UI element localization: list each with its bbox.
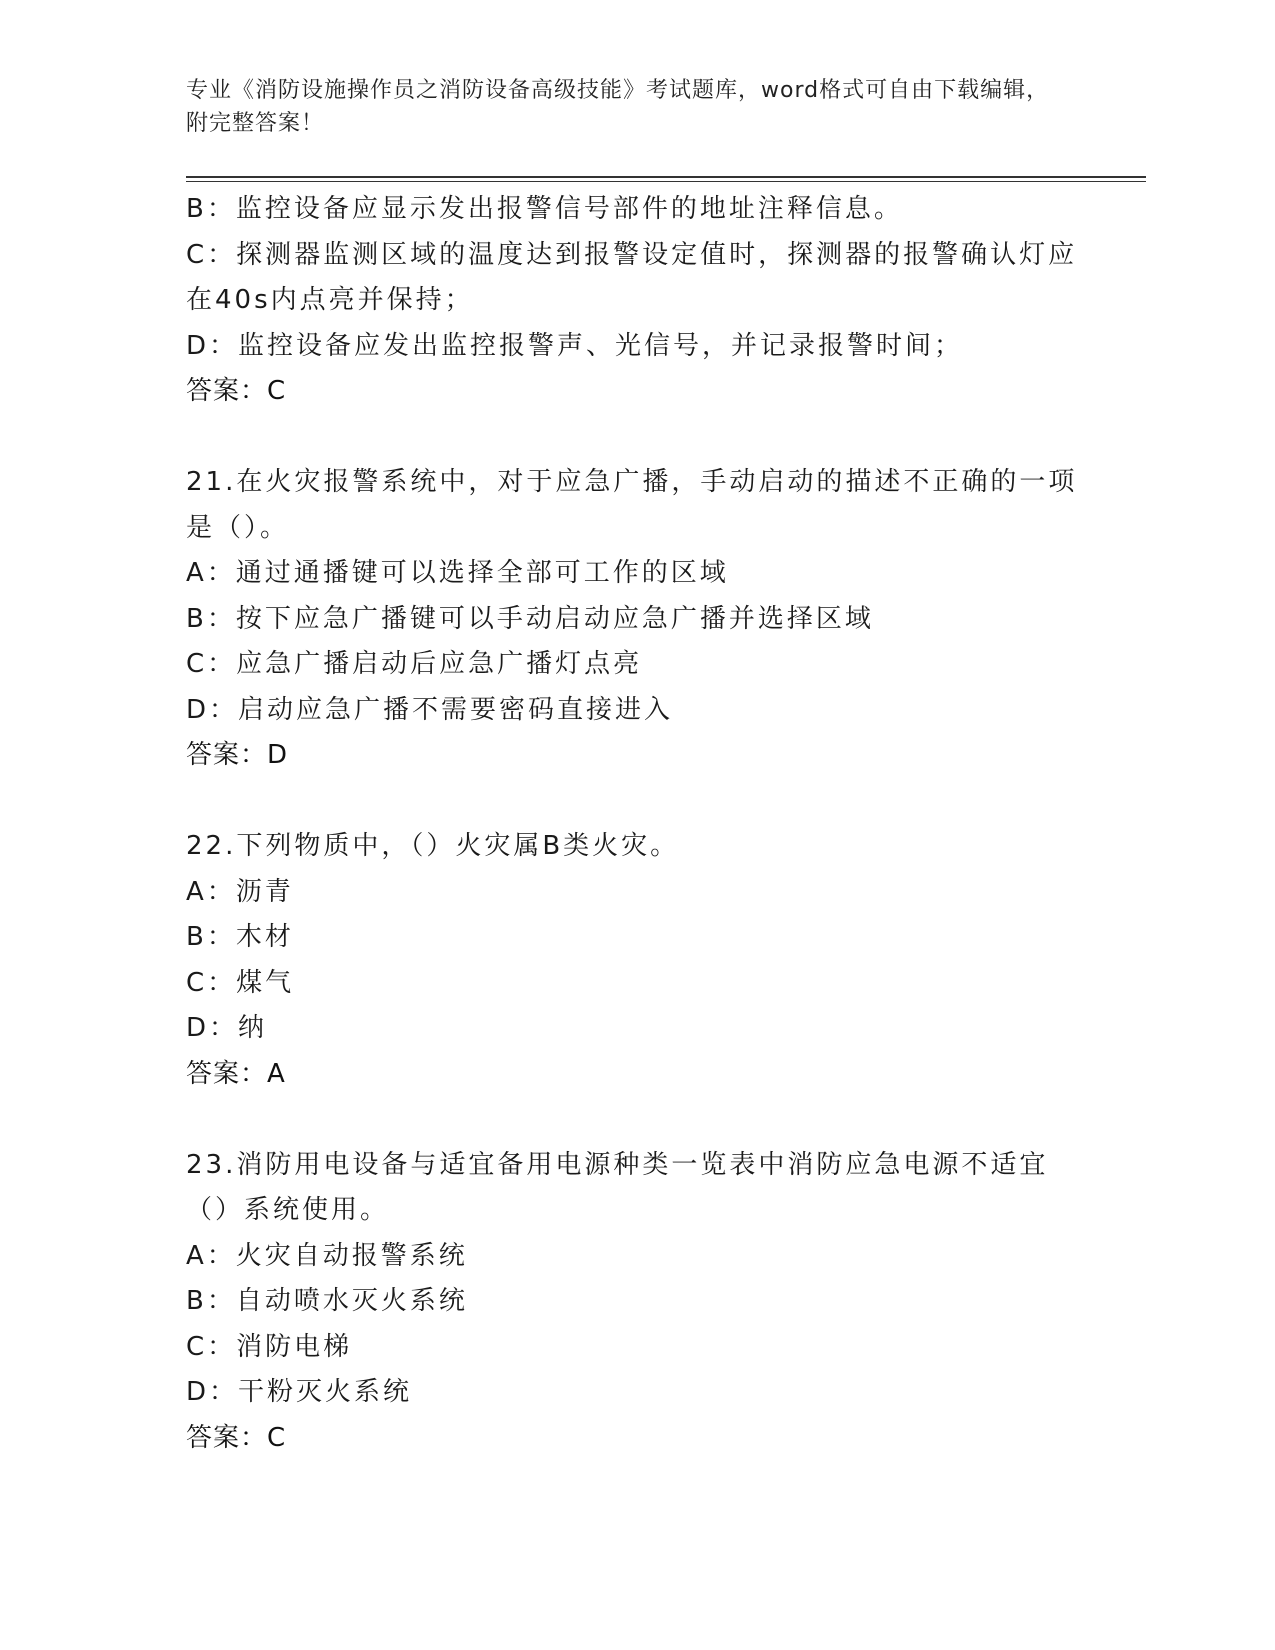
spacer [186, 415, 1086, 461]
option-c: C：消防电梯 [186, 1331, 353, 1362]
document-header: 专业《消防设施操作员之消防设备高级技能》考试题库，word格式可自由下载编辑，附完整答案！ [186, 78, 1050, 136]
question-stem: 22.下列物质中，（）火灾属B类火灾。 [186, 831, 680, 861]
option-b: B：按下应急广播键可以手动启动应急广播并选择区域 [186, 603, 874, 634]
question-stem: 23.消防用电设备与适宜备用电源种类一览表中消防应急电源不适宜（）系统使用。 [186, 1149, 1049, 1225]
question-block-21 [186, 460, 1086, 779]
answer-line: 答案：C [186, 1422, 287, 1453]
option-c: C：探测器监测区域的温度达到报警设定值时，探测器的报警确认灯应在40s内点亮并保持； [186, 239, 1078, 315]
option-c: C：煤气 [186, 967, 295, 998]
answer-line: 答案：C [186, 376, 287, 406]
question-block-prev [186, 187, 1086, 415]
question-content [186, 187, 1086, 1461]
spacer [186, 1097, 1086, 1143]
option-d: D：干粉灭火系统 [186, 1377, 413, 1407]
header-divider-thin [186, 181, 1146, 182]
question-block-22 [186, 824, 1086, 1097]
option-b: B：监控设备应显示发出报警信号部件的地址注释信息。 [186, 194, 903, 224]
question-block-23 [186, 1143, 1086, 1462]
option-d: D：纳 [186, 1013, 268, 1043]
option-d: D：监控设备应发出监控报警声、光信号，并记录报警时间； [186, 330, 964, 361]
question-stem: 21.在火灾报警系统中，对于应急广播，手动启动的描述不正确的一项是（）。 [186, 467, 1078, 543]
option-a: A：通过通播键可以选择全部可工作的区域 [186, 558, 729, 588]
option-b: B：自动喷水灭火系统 [186, 1286, 468, 1316]
header-divider-thick [186, 176, 1146, 178]
option-a: A：火灾自动报警系统 [186, 1240, 468, 1271]
option-d: D：启动应急广播不需要密码直接进入 [186, 694, 674, 725]
answer-line: 答案：A [186, 1058, 286, 1089]
option-c: C：应急广播启动后应急广播灯点亮 [186, 649, 643, 679]
spacer [186, 779, 1086, 825]
option-a: A：沥青 [186, 876, 294, 907]
answer-line: 答案：D [186, 740, 289, 770]
option-b: B：木材 [186, 922, 294, 952]
